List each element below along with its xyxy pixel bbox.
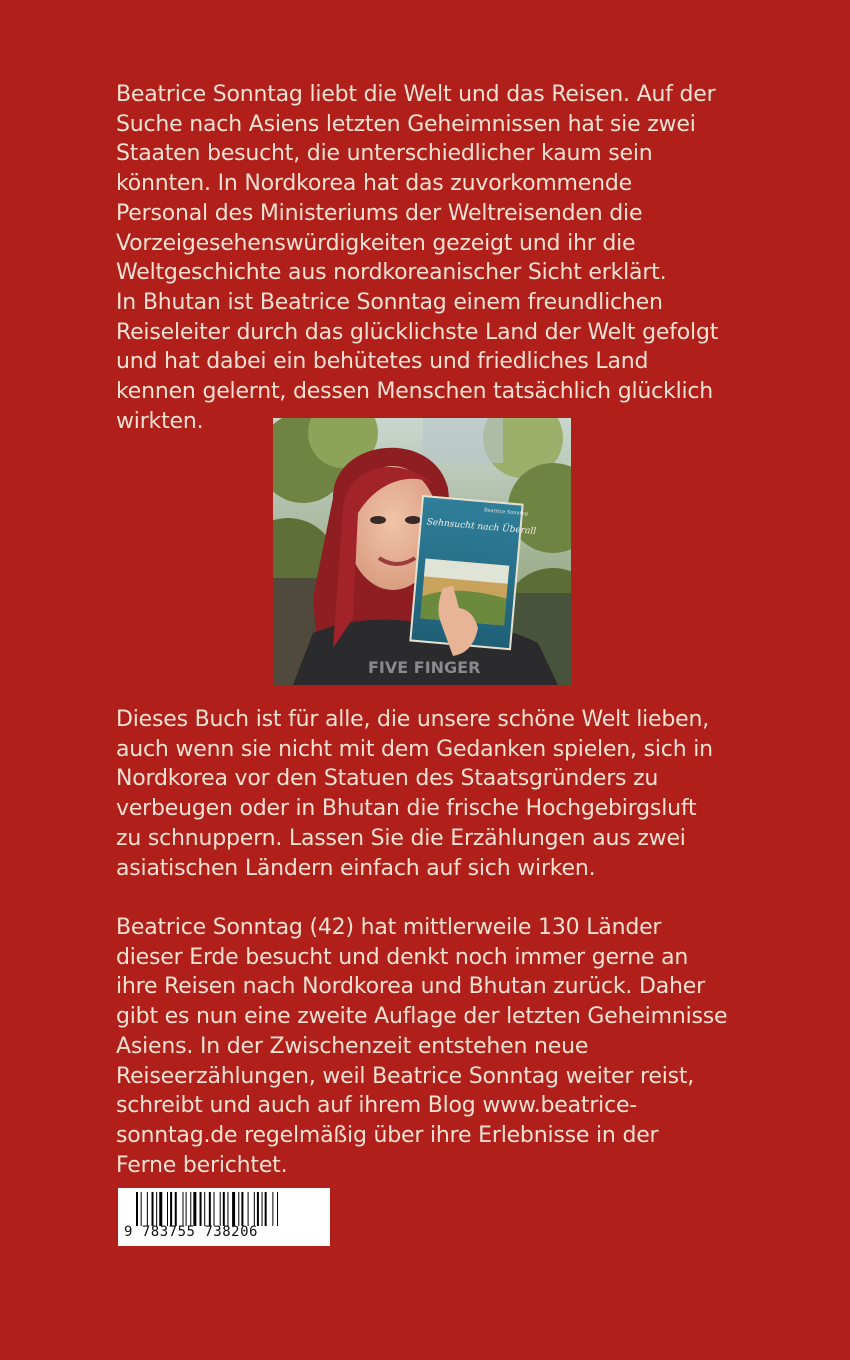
barcode-bar [200, 1192, 202, 1226]
barcode-bar [223, 1192, 225, 1226]
author-photo [273, 418, 571, 685]
text-line: auch wenn sie nicht mit dem Gedanken spielen, sich in [116, 736, 713, 762]
barcode-bar [147, 1192, 148, 1226]
book-author-text: Beatrice Sonntag [483, 507, 529, 518]
text-line: Nordkorea vor den Statuen des Staatsgründers zu [116, 766, 659, 792]
text-line: Reiseerzählungen, weil Beatrice Sonntag weiter reist, [116, 1063, 695, 1089]
barcode-bar [183, 1192, 184, 1226]
text-line: In Bhutan ist Beatrice Sonntag einem freundlichen [116, 289, 663, 315]
text-line: könnten. In Nordkorea hat das zuvorkommende [116, 171, 632, 197]
barcode-bars [136, 1192, 322, 1226]
text-line: Vorzeigesehenswürdigkeiten gezeigt und ihr die [116, 230, 636, 256]
author-intro-paragraph [116, 80, 756, 436]
text-line: Weltgeschichte aus nordkoreanischer Sicht erklärt. [116, 260, 667, 286]
barcode-bar [190, 1192, 191, 1226]
barcode-bar [152, 1192, 154, 1226]
barcode-bar [193, 1192, 196, 1226]
barcode-bar [204, 1192, 205, 1226]
text-line: dieser Erde besucht und denkt noch immer gerne an [116, 944, 689, 970]
barcode-bar [159, 1192, 162, 1226]
text-line: Dieses Buch ist für alle, die unsere schöne Welt lieben, [116, 707, 709, 732]
text-line: Beatrice Sonntag liebt die Welt und das Reisen. Auf der [116, 82, 716, 107]
text-line: Staaten besucht, die unterschiedlicher kaum sein [116, 141, 653, 167]
barcode-bar [170, 1192, 172, 1226]
text-line: kennen gelernt, dessen Menschen tatsächlich glücklich [116, 379, 714, 405]
text-line: verbeugen oder in Bhutan die frische Hochgebirgsluft [116, 796, 697, 822]
barcode-bar [232, 1192, 235, 1226]
barcode-bar [257, 1192, 259, 1226]
barcode-bar [254, 1192, 255, 1226]
barcode-bar [167, 1192, 168, 1226]
barcode-bar [277, 1192, 278, 1226]
barcode-bar [136, 1192, 138, 1226]
barcode-bar [238, 1192, 239, 1226]
isbn-digits: 9 783755 738206 [124, 1224, 258, 1240]
text-line: Ferne berichtet. [116, 1152, 288, 1178]
text-line: asiatischen Ländern einfach auf sich wirken. [116, 855, 596, 881]
barcode-bar [227, 1192, 228, 1226]
text-line: zu schnuppern. Lassen Sie die Erzählungen aus zwei [116, 825, 686, 851]
text-line: Personal des Ministeriums der Weltreisenden die [116, 200, 643, 226]
barcode-bar [241, 1192, 243, 1226]
text-line: Reiseleiter durch das glücklichste Land der Welt gefolgt [116, 319, 719, 345]
barcode-bar [248, 1192, 249, 1226]
barcode-bar [141, 1192, 142, 1226]
barcode-bar [214, 1192, 215, 1226]
book-title-text: Sehnsucht nach Überall [426, 517, 537, 537]
text-line: und hat dabei ein behütetes und friedliches Land [116, 349, 649, 375]
barcode-bar [265, 1192, 267, 1226]
text-line: sonntag.de regelmäßig über ihre Erlebnisse in der [116, 1122, 659, 1148]
barcode-bar [175, 1192, 177, 1226]
barcode-bar [156, 1192, 157, 1226]
text-line: wirkten. [116, 408, 204, 434]
barcode-bar [262, 1192, 263, 1226]
book-description-paragraph [116, 705, 756, 883]
text-line: Asiens. In der Zwischenzeit entstehen neue [116, 1033, 589, 1059]
isbn-barcode [118, 1188, 330, 1246]
text-line: Suche nach Asiens letzten Geheimnissen hat sie zwei [116, 111, 696, 137]
svg-text:FIVE FINGER: FIVE FINGER [368, 658, 481, 677]
text-line: Beatrice Sonntag (42) hat mittlerweile 130 Länder [116, 915, 662, 940]
text-line: ihre Reisen nach Nordkorea und Bhutan zurück. Daher [116, 974, 705, 1000]
barcode-bar [186, 1192, 187, 1226]
text-line: schreibt und auch auf ihrem Blog www.beatrice- [116, 1093, 638, 1119]
author-bio-paragraph [116, 913, 756, 1180]
barcode-bar [220, 1192, 221, 1226]
text-line: gibt es nun eine zweite Auflage der letzten Geheimnisse [116, 1004, 728, 1030]
barcode-bar [209, 1192, 211, 1226]
barcode-bar [272, 1192, 273, 1226]
